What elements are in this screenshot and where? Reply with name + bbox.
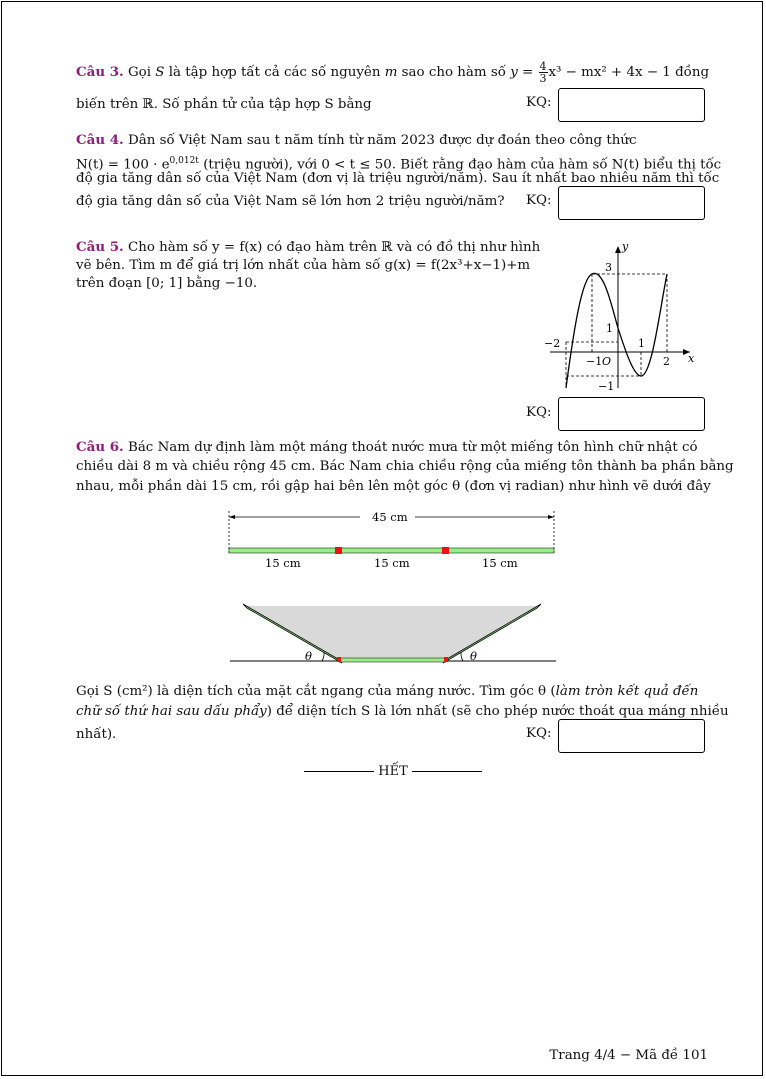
question-5-line3: trên đoạn [0; 1] bằng −10. [76, 276, 258, 291]
angle-label-right: θ [470, 649, 477, 663]
graph-label-x-axis: x [688, 352, 695, 365]
q6-after1-a: Gọi S (cm²) là diện tích của mặt cắt ngang của máng nước. Tìm góc θ ( [76, 684, 556, 699]
graph-label-xm2: −2 [544, 337, 561, 350]
kq-label-4: KQ: [526, 193, 552, 208]
kq-label-3: KQ: [526, 95, 552, 110]
sheet-strip [229, 548, 554, 553]
q4-line1-text: Dân số Việt Nam sau t năm tính từ năm 2023 được dự đoán theo công thức [127, 133, 637, 148]
bottom-panel [339, 658, 446, 662]
answer-box-q5[interactable] [558, 397, 705, 431]
q3-text-b: là tập hợp tất cả các số nguyên [168, 65, 381, 80]
answer-box-q4[interactable] [558, 186, 705, 220]
q3-text-a: Gọi [127, 65, 152, 80]
end-text: HẾT [378, 764, 408, 779]
end-marker [300, 764, 486, 779]
question-5-label: Câu 5. [76, 239, 124, 255]
segment-label-1: 15 cm [265, 556, 301, 570]
question-6-line3: nhau, mỗi phần dài 15 cm, rồi gập hai bên lên một góc θ (đơn vị radian) như hình vẽ dưới đây [76, 479, 711, 494]
fold-mark-left [335, 547, 342, 554]
question-6-after-line1 [76, 681, 698, 702]
q6-line1-text: Bác Nam dự định làm một máng thoát nước mưa từ một miếng tôn hình chữ nhật có [127, 440, 698, 455]
q6-after2-b: ) để diện tích S là lớn nhất (sẽ cho phép nước thoát qua máng nhiều [266, 704, 729, 719]
q3-text-c: sao cho hàm số [401, 65, 506, 80]
y-axis-arrow-icon [615, 246, 621, 253]
flat-sheet-figure [220, 505, 565, 575]
question-4-label: Câu 4. [76, 132, 124, 148]
q6-after1-b: làm tròn kết quả đến [555, 684, 699, 699]
question-4-line1 [76, 130, 636, 151]
page-footer: Trang 4/4 − Mã đề 101 [549, 1048, 708, 1063]
graph-label-x2: 2 [663, 355, 670, 368]
q4-line2-text: (triệu người), với 0 < t ≤ 50. Biết rằng đạo hàm của hàm số N(t) biểu thị tốc [198, 157, 722, 173]
dimension-arrow-right-icon [548, 515, 554, 519]
question-3-line2: biến trên ℝ. Số phần tử của tập hợp S bằng [76, 97, 372, 112]
water-area [245, 606, 539, 661]
answer-box-q3[interactable] [558, 88, 705, 122]
question-3-line1: Câu 3. Gọi S là tập hợp tất cả các số nguyên m sao cho hàm số y = $\frac{4}{3}$ x³ − mx² + 4x − 1 đồng [76, 60, 710, 85]
fold-mark-right [442, 547, 449, 554]
function-graph [530, 238, 710, 398]
q4-formula: N(t) = 100 · e [76, 157, 170, 173]
q4-exponent: 0,012t [169, 156, 199, 166]
graph-label-x1: 1 [638, 337, 645, 350]
hinge-right [444, 657, 448, 662]
question-3-label: Câu 3. [76, 64, 124, 80]
graph-label-ym1: −1 [598, 380, 615, 393]
angle-label-left: θ [305, 649, 312, 663]
end-line-right [412, 771, 482, 772]
dimension-total: 45 cm [372, 510, 408, 524]
answer-box-q6[interactable] [558, 719, 705, 753]
q5-line1-text: Cho hàm số y = f(x) có đạo hàm trên ℝ và có đồ thị như hình [127, 240, 541, 255]
hinge-left [337, 657, 341, 662]
question-5-line2: vẽ bên. Tìm m để giá trị lớn nhất của hàm số g(x) = f(2x³+x−1)+m [76, 258, 531, 273]
segment-label-3: 15 cm [482, 556, 518, 570]
question-4-line3: độ gia tăng dân số của Việt Nam (đơn vị là triệu người/năm). Sau ít nhất bao nhiêu năm thì tốc [76, 171, 720, 186]
kq-label-6: KQ: [526, 726, 552, 741]
dimension-arrow-left-icon [229, 515, 235, 519]
question-4-line4: độ gia tăng dân số của Việt Nam sẽ lớn hơn 2 triệu người/năm? [76, 194, 505, 209]
q3-formula-tail: x³ − mx² + 4x − 1 đồng [548, 65, 710, 80]
segment-label-2: 15 cm [374, 556, 410, 570]
question-6-line1 [76, 437, 698, 458]
graph-label-y3: 3 [605, 261, 612, 274]
graph-label-xm1: −1 [586, 355, 603, 368]
q6-after2-a: chữ số thứ hai sau dấu phẩy [76, 704, 267, 719]
question-6-label: Câu 6. [76, 439, 124, 455]
question-6-after-line3: nhất). [76, 727, 117, 742]
end-line-left [304, 771, 374, 772]
question-6-line2: chiều dài 8 m và chiều rộng 45 cm. Bác Nam chia chiều rộng của miếng tôn thành ba phần bằng [76, 459, 734, 474]
trough-cross-section [225, 600, 560, 668]
guide-lines [566, 274, 667, 388]
kq-label-5: KQ: [526, 405, 552, 420]
graph-label-origin: O [602, 355, 612, 368]
graph-label-y-axis: y [622, 240, 629, 253]
function-curve [566, 273, 667, 388]
fraction-4-3: $\frac{4}{3}$ [539, 60, 547, 85]
graph-label-y1: 1 [606, 322, 613, 335]
